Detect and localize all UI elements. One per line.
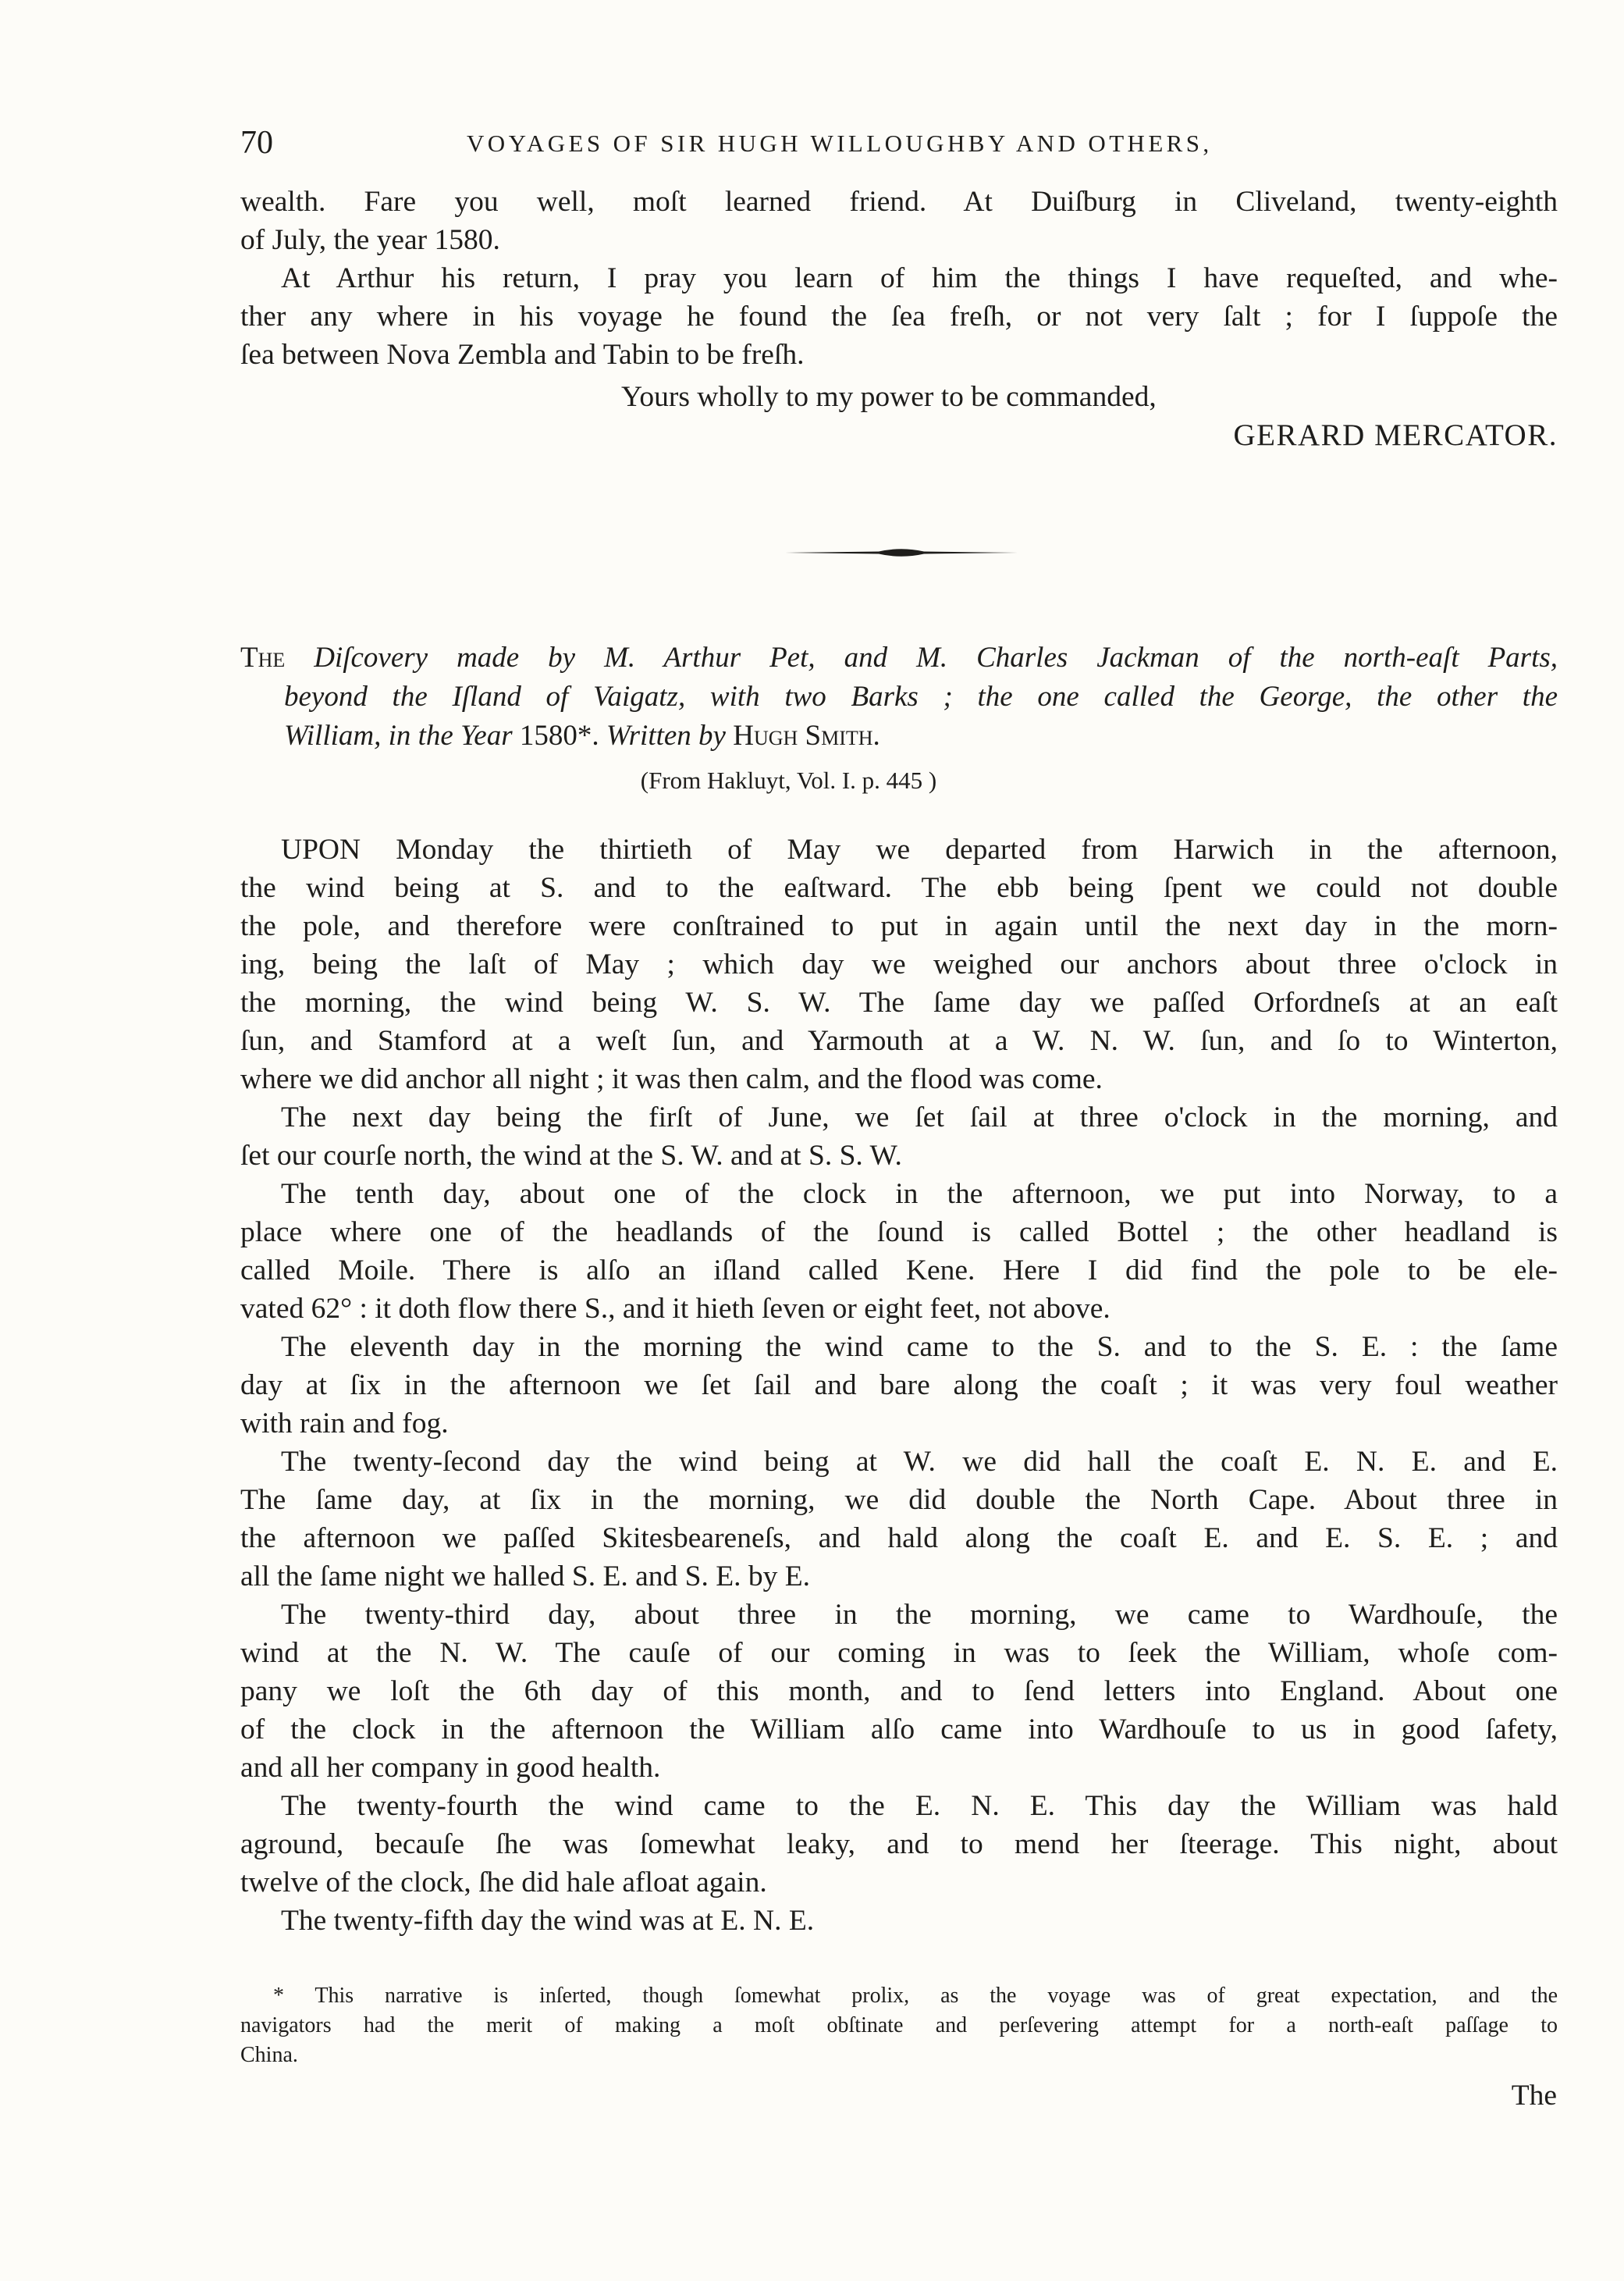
title-text: beyond the Iſland of Vaigatz, with two Barks ; the one called the George, the other the xyxy=(284,681,1558,713)
letter-closing: Yours wholly to my power to be commanded, xyxy=(621,381,1157,413)
running-title: VOYAGES OF SIR HUGH WILLOUGHBY AND OTHERS, xyxy=(467,130,1213,157)
body-line: twelve of the clock, ſhe did hale afloat again. xyxy=(240,1866,767,1898)
body-line: The twenty-ſecond day the wind being at W. we did hall the coaſt E. N. E. and E. xyxy=(281,1446,1558,1478)
narrative-body xyxy=(240,831,1558,1940)
footnote xyxy=(240,1981,1558,2070)
body-line: UPON Monday the thirtieth of May we departed from Harwich in the afternoon, xyxy=(281,834,1558,866)
title-text: Diſcovery made by M. Arthur Pet, and M. Charles Jackman of the north-eaſt Parts, xyxy=(314,642,1558,674)
letter-line: wealth. Fare you well, moſt learned friend. At Duiſburg in Cliveland, twenty-eighth xyxy=(240,186,1558,218)
body-line: day at ſix in the afternoon we ſet ſail and bare along the coaſt ; it was very foul weather xyxy=(240,1369,1558,1401)
page-number: 70 xyxy=(240,125,273,161)
body-line: aground, becauſe ſhe was ſomewhat leaky, and to mend her ſteerage. This night, about xyxy=(240,1828,1558,1860)
body-line: of the clock in the afternoon the William alſo came into Wardhouſe to us in good ſafety, xyxy=(240,1713,1558,1745)
body-line: place where one of the headlands of the ſound is called Bottel ; the other headland is xyxy=(240,1216,1558,1248)
body-line: ſun, and Stamford at a weſt ſun, and Yarmouth at a W. N. W. ſun, and ſo to Winterton, xyxy=(240,1025,1558,1057)
footnote-line: China. xyxy=(240,2043,298,2067)
body-line: The twenty-fourth the wind came to the E. N. E. This day the William was hald xyxy=(281,1790,1558,1822)
body-line: with rain and fog. xyxy=(240,1407,449,1439)
body-line: The twenty-fifth day the wind was at E. N. E. xyxy=(281,1905,815,1937)
title-author: Hugh Smith. xyxy=(733,720,880,752)
body-line: The twenty-third day, about three in the morning, we came to Wardhouſe, the xyxy=(281,1599,1558,1631)
title-word-the: The xyxy=(240,642,314,674)
body-line: ing, being the laſt of May ; which day we weighed our anchors about three o'clock in xyxy=(240,948,1558,980)
body-line: the wind being at S. and to the eaſtward. The ebb being ſpent we could not double xyxy=(240,872,1558,904)
title-text: William, in the Year xyxy=(284,720,520,752)
running-header xyxy=(240,123,1558,162)
body-line: called Moile. There is alſo an iſland called Kene. Here I did find the pole to be ele- xyxy=(240,1254,1558,1286)
body-line: the morning, the wind being W. S. W. The ſame day we paſſed Orfordneſs at an eaſt xyxy=(240,987,1558,1019)
body-line: where we did anchor all night ; it was then calm, and the flood was come. xyxy=(240,1063,1103,1095)
footnote-line: * This narrative is inſerted, though ſomewhat prolix, as the voyage was of great expectation, and the xyxy=(273,1984,1558,2008)
body-line: pany we loſt the 6th day of this month, and to ſend letters into England. About one xyxy=(240,1675,1558,1707)
body-line: ſet our courſe north, the wind at the S. W. and at S. S. W. xyxy=(240,1140,902,1172)
article-title xyxy=(240,639,1558,756)
body-line: The eleventh day in the morning the wind came to the S. and to the S. E. : the ſame xyxy=(281,1331,1558,1363)
footnote-line: navigators had the merit of making a moſt obſtinate and perſevering attempt for a north-eaſt paſſage to xyxy=(240,2013,1558,2037)
body-line: all the ſame night we halled S. E. and S. E. by E. xyxy=(240,1560,811,1592)
source-citation-text: (From Hakluyt, Vol. I. p. 445 ) xyxy=(640,767,937,794)
source-citation xyxy=(0,763,1624,798)
title-text: Written by xyxy=(599,720,734,752)
section-divider-ornament xyxy=(785,546,1018,559)
letter-line: ther any where in his voyage he found the ſea freſh, or not very ſalt ; for I ſuppoſe the xyxy=(240,301,1558,333)
body-line: and all her company in good health. xyxy=(240,1752,661,1784)
body-line: wind at the N. W. The cauſe of our coming in was to ſeek the William, whoſe com- xyxy=(240,1637,1558,1669)
letter-line: At Arthur his return, I pray you learn of him the things I have requeſted, and whe- xyxy=(281,262,1558,294)
body-line: The next day being the firſt of June, we ſet ſail at three o'clock in the morning, and xyxy=(281,1101,1558,1133)
letter-line: ſea between Nova Zembla and Tabin to be freſh. xyxy=(240,339,805,371)
letter-line: of July, the year 1580. xyxy=(240,224,500,256)
letter-signature: GERARD MERCATOR. xyxy=(1233,418,1558,452)
letter-conclusion xyxy=(240,183,1558,374)
body-line: The tenth day, about one of the clock in the afternoon, we put into Norway, to a xyxy=(281,1178,1558,1210)
title-year: 1580*. xyxy=(519,720,599,752)
body-line: the pole, and therefore were conſtrained to put in again until the next day in the morn- xyxy=(240,910,1558,942)
body-line: the afternoon we paſſed Skitesbeareneſs, and hald along the coaſt E. and E. S. E. ; and xyxy=(240,1522,1558,1554)
catchword: The xyxy=(1511,2080,1557,2112)
body-line: vated 62° : it doth flow there S., and it hieth ſeven or eight feet, not above. xyxy=(240,1293,1111,1325)
body-line: The ſame day, at ſix in the morning, we did double the North Cape. About three in xyxy=(240,1484,1558,1516)
